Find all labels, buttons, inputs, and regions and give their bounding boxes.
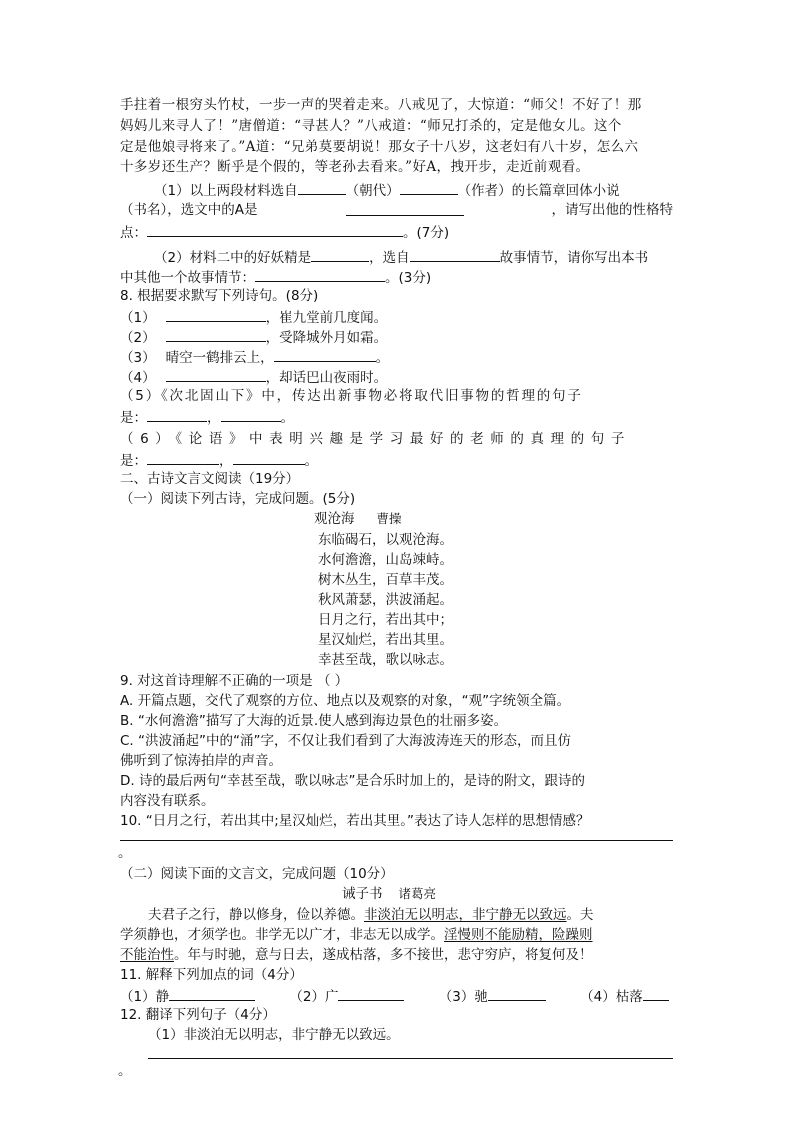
q9-option-b[interactable]: B. “水何澹澹”描写了大海的近景.使人感到海边景色的壮丽多姿。 (120, 713, 508, 729)
poem-line: 星汉灿烂，若出其里。 (318, 632, 453, 648)
section-2-sub1: （一）阅读下列古诗，完成问题。(5分) (120, 491, 356, 507)
q12-answer-line[interactable] (148, 1058, 673, 1059)
q7-part1-line3 (120, 222, 449, 242)
period: 。 (375, 350, 390, 366)
poem-line: 秋风萧瑟，洪波涌起。 (318, 592, 453, 608)
poem-blank-6b[interactable] (233, 450, 305, 465)
item-number: （4） (120, 370, 156, 386)
word-1: （1）静 (120, 989, 170, 1005)
section-2-sub2: （二）阅读下面的文言文，完成问题（10分） (120, 866, 394, 882)
q9-option-c-line1[interactable]: C. “洪波涌起”中的“涌”字，不仅让我们看到了大海波涛连天的形态，而且仿 (120, 733, 571, 749)
period: 。 (304, 453, 318, 469)
q8-item-3 (120, 347, 389, 367)
essay-underlined: 淫慢则不能励精，险躁则 (444, 927, 593, 943)
personality-blank[interactable] (147, 222, 403, 237)
word-blank-4[interactable] (643, 986, 669, 1001)
q7-text: （书名），选文中的A是 (120, 202, 258, 218)
q8-item-4 (120, 367, 387, 387)
essay-line-3 (120, 946, 593, 964)
poem-line: 日月之行，若出其中； (318, 612, 453, 628)
word-4: （4）枯落 (580, 989, 643, 1005)
q12-title: 12. 翻译下列句子（4分） (120, 1007, 276, 1023)
essay-line-1 (148, 906, 594, 924)
item-number: （2） (120, 330, 156, 346)
poem-blank-5b[interactable] (221, 407, 281, 422)
q8-item-5-line2 (120, 407, 294, 427)
other-story-blank[interactable] (255, 267, 385, 282)
q8-item-2 (120, 327, 387, 347)
author-blank[interactable] (400, 180, 458, 195)
q7-text: ，选自 (369, 250, 410, 266)
essay-text: 。夫 (566, 907, 594, 923)
q10-end-mark: 。 (118, 845, 132, 861)
excerpt-line-4: 十多岁还生产？断乎是个假的，等老孙去看来。”好A，拽开步，走近前观看。 (120, 159, 590, 175)
poem-line: 幸甚至哉，歌以咏志。 (318, 652, 453, 668)
q8-item-5-line1: （5）《次北固山下》中，传达出新事物必将取代旧事物的哲理的句子 (120, 388, 583, 404)
poem-title: 观沧海 (314, 511, 355, 527)
excerpt-line-2: 妈妈儿来寻人了！”唐僧道：“寻甚人？”八戒道：“师兄打杀的，定是他女儿。这个 (120, 118, 622, 134)
q9-option-d-line1[interactable]: D. 诗的最后两句“幸甚至哉，歌以咏志”是合乐时加上的，是诗的附文，跟诗的 (120, 773, 585, 789)
item-number: （1） (120, 310, 156, 326)
q9-option-d-line2: 内容没有联系。 (120, 793, 215, 809)
q7-text: ，请写出他的性格特 (551, 202, 673, 218)
item-text: 是： (120, 453, 147, 469)
item-text: ，却话巴山夜雨时。 (265, 370, 388, 386)
word-blank-1[interactable] (169, 986, 255, 1001)
q11-title: 11. 解释下列加点的词（4分） (120, 967, 303, 983)
item-number: （3） (120, 350, 156, 366)
essay-underlined: 非淡泊无以明志，非宁静无以致远 (364, 907, 567, 923)
essay-text: 。年与时驰，意与日去，遂成枯落，多不接世，悲守穷庐，将复何及！ (174, 947, 593, 963)
item-text: ，崔九堂前几度闻。 (265, 310, 388, 326)
dynasty-blank[interactable] (298, 180, 346, 195)
q12-sentence-1: （1）非淡泊无以明志，非宁静无以致远。 (148, 1027, 400, 1043)
essay-title: 诫子书 (342, 886, 383, 902)
comma: ， (207, 410, 221, 426)
q7-text: 。(7分) (403, 225, 450, 241)
essay-text: 学须静也，才须学也。非学无以广才，非志无以成学。 (120, 927, 444, 943)
character-a-blank[interactable] (346, 201, 464, 216)
poem-line: 水何澹澹，山岛竦峙。 (318, 552, 453, 568)
comma: ， (219, 453, 233, 469)
poem-author: 曹操 (376, 511, 402, 526)
q7-part2-line2 (120, 267, 431, 287)
poem-blank-5a[interactable] (147, 407, 207, 422)
essay-text: 夫君子之行，静以修身，俭以养德。 (148, 907, 364, 923)
word-blank-2[interactable] (338, 986, 404, 1001)
poem-line: 树木丛生，百草丰茂。 (318, 572, 453, 588)
excerpt-line-3: 定是他娘寻将来了。”A道：“兄弟莫要胡说！那女子十八岁，这老妇有八十岁，怎么六 (120, 139, 639, 155)
q9-option-c-line2: 佛听到了惊涛拍岸的声音。 (120, 753, 282, 769)
q7-text: （2）材料二中的好妖精是 (154, 250, 312, 266)
excerpt-line-1: 手拄着一根穷头竹杖，一步一声的哭着走来。八戒见了，大惊道：“师父！不好了！那 (120, 97, 642, 113)
poem-blank-3[interactable] (274, 347, 376, 362)
q7-text: 故事情节，请你写出本书 (499, 250, 649, 266)
period: 。 (280, 410, 294, 426)
essay-line-2 (120, 926, 593, 944)
poem-blank-2[interactable] (166, 327, 266, 342)
q7-part1-line1 (154, 180, 620, 200)
q8-item-1 (120, 307, 387, 327)
q8-item-6-line1: （6）《论语》中表明兴趣是学习最好的老师的真理的句子 (120, 431, 631, 447)
q9-stem: 9. 对这首诗理解不正确的一项是 （ ） (120, 673, 349, 689)
q8-item-6-line2 (120, 450, 318, 470)
section-2-title: 二、古诗文言文阅读（19分） (120, 471, 300, 487)
q7-text: 中其他一个故事情节： (120, 270, 255, 286)
word-3: （3）驰 (438, 989, 488, 1005)
poem-blank-1[interactable] (166, 307, 266, 322)
q10-stem: 10. “日月之行，若出其中;星汉灿烂，若出其里。”表达了诗人怎样的思想情感？ (120, 813, 590, 829)
item-text: 晴空一鹤排云上， (165, 350, 274, 366)
essay-heading (342, 885, 436, 903)
poem-blank-4[interactable] (166, 367, 266, 382)
story-blank[interactable] (410, 247, 500, 262)
item-text: ，受降城外月如霜。 (265, 330, 388, 346)
poem-line: 东临碣石，以观沧海。 (318, 532, 453, 548)
q7-text: （作者）的长篇章回体小说 (457, 183, 620, 199)
q7-text: 。(3分) (385, 270, 432, 286)
word-2: （2）广 (289, 989, 339, 1005)
essay-author: 诸葛亮 (398, 886, 437, 901)
poem-blank-6a[interactable] (147, 450, 219, 465)
q7-text: （1）以上两段材料选自 (154, 183, 298, 199)
q10-answer-line[interactable] (120, 840, 673, 841)
q12-end-mark: 。 (118, 1063, 132, 1079)
word-blank-3[interactable] (488, 986, 546, 1001)
q7-part2-line1 (154, 247, 648, 267)
q7-text: 点： (120, 225, 147, 241)
demon-blank[interactable] (311, 247, 369, 262)
poem-heading (314, 510, 402, 528)
q7-text: （朝代） (345, 183, 400, 199)
q11-items (120, 986, 669, 1006)
q8-title: 8. 根据要求默写下列诗句。(8分) (120, 288, 319, 304)
q9-option-a[interactable]: A. 开篇点题，交代了观察的方位、地点以及观察的对象，“观”字统领全篇。 (120, 693, 571, 709)
essay-underlined: 不能治性 (120, 947, 174, 963)
q7-part1-line2 (120, 201, 673, 219)
item-text: 是： (120, 410, 147, 426)
